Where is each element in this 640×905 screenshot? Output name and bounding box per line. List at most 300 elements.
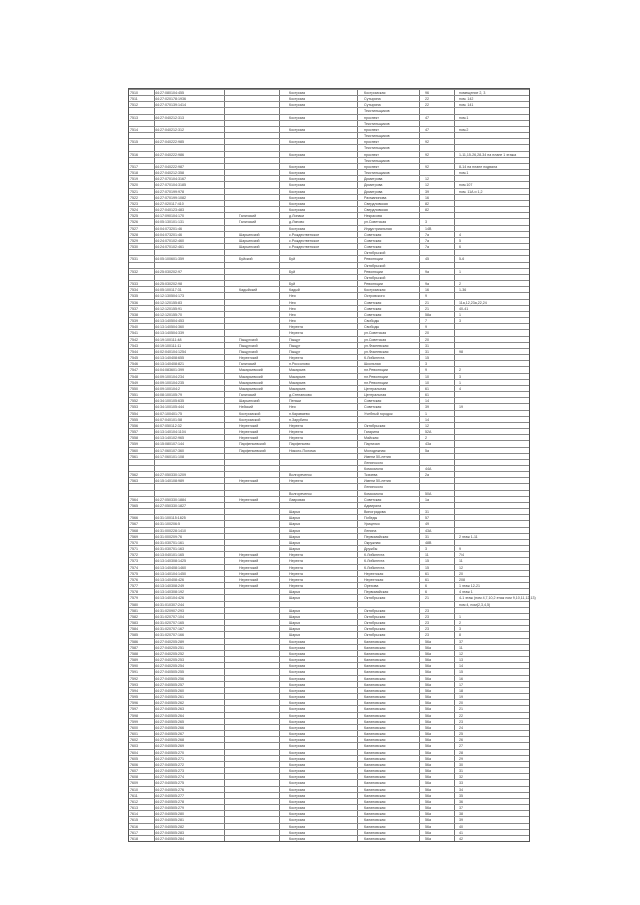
cell-no: 7588 — [130, 651, 138, 656]
cell-house: 49 — [425, 522, 429, 527]
cell-no: 7568 — [130, 528, 138, 533]
table-row — [129, 835, 529, 842]
cell-no: 7578 — [130, 590, 138, 595]
cell-kind: Нерехтский — [239, 559, 259, 564]
cell-cad: 44:27:040505:265 — [155, 719, 184, 724]
cell-note: 4 этаж 1 — [459, 590, 473, 595]
cell-settlement: Макарьев — [289, 386, 306, 391]
cell-no: 7611 — [130, 793, 138, 798]
table-body — [129, 89, 536, 841]
cell-cad: 44:31:100115:1825 — [155, 516, 186, 521]
cell-street: ул.Советская — [364, 331, 387, 336]
cell-settlement: Буй — [289, 269, 296, 274]
cell-street: Комсомола — [364, 467, 383, 471]
cell-cad: 44:12:120155:70 — [155, 312, 182, 317]
cell-settlement: Шарья — [289, 516, 301, 521]
cell-cad: 44:13:140104:426 — [155, 596, 184, 601]
cell-settlement: п.Караваево — [289, 411, 310, 416]
cell-street: Октябрьская — [364, 621, 386, 626]
cell-house: 12 — [425, 423, 429, 428]
cell-cad: 44:27:040505:267 — [155, 732, 184, 737]
cell-no: 7567 — [130, 522, 138, 527]
cell-kind: Костромской — [239, 411, 261, 416]
cell-no: 7539 — [130, 319, 138, 324]
cell-no: 7565 — [130, 503, 138, 508]
cell-cad: 44:27:040505:260 — [155, 688, 184, 693]
cell-kind: Нерехтский — [239, 565, 259, 570]
cell-note: 20 — [459, 701, 463, 706]
cell-street: Революции — [364, 269, 383, 274]
cell-settlement: п.Зарубино — [289, 417, 308, 422]
cell-street: Островского — [364, 294, 385, 299]
cell-cad: 44:04:073201:46 — [155, 226, 182, 231]
cell-settlement: Шарья — [289, 627, 301, 632]
cell-street: Первомайская — [364, 590, 389, 595]
cell-street: проспект — [364, 152, 379, 157]
cell-house: 22 — [425, 103, 429, 108]
cell-no: 7542 — [130, 337, 138, 342]
cell-settlement: Кострома — [289, 738, 306, 743]
cell-no: 7516 — [130, 152, 138, 157]
cell-kind: Нерехтский — [239, 430, 259, 435]
cell-cad: 44:13:140308:249 — [155, 584, 184, 589]
cell-cad: 44:13:140104:1450 — [155, 571, 186, 576]
cell-settlement: Кострома — [289, 756, 306, 761]
cell-note: 15 — [459, 670, 463, 675]
cell-street: Советская — [364, 232, 382, 237]
cell-no: 7511 — [130, 97, 138, 102]
cell-no: 7538 — [130, 312, 138, 317]
cell-settlement: Шарья — [289, 547, 301, 552]
cell-note: 2 — [459, 282, 461, 287]
cell-settlement: Нерехта — [289, 577, 303, 582]
cell-house: 57 — [425, 516, 429, 521]
cell-settlement: Нерехта — [289, 479, 303, 484]
cell-street: Димитрова — [364, 177, 383, 182]
cell-settlement: Кострома — [289, 818, 306, 823]
cell-house: 56а — [425, 812, 431, 817]
cell-settlement: Буй — [289, 257, 296, 262]
cell-no: 7548 — [130, 374, 138, 379]
cell-street: К.Либкнехта — [364, 553, 385, 558]
cell-no: 7609 — [130, 781, 138, 786]
cell-house: 16 — [425, 288, 429, 293]
cell-no: 7584 — [130, 627, 138, 632]
cell-house: 56а — [425, 707, 431, 712]
cell-cad: 44:27:040123:483 — [155, 208, 184, 213]
cell-kind: Макарьевский — [239, 374, 263, 379]
cell-no: 7529 — [130, 238, 138, 243]
cell-cad: 44:27:050330:1827 — [155, 503, 186, 508]
cell-no: 7607 — [130, 769, 138, 774]
cell-settlement: Нея — [289, 294, 296, 299]
cell-settlement: Кострома — [289, 189, 306, 194]
cell-street: Центральная — [364, 393, 387, 398]
cell-no: 7570 — [130, 540, 138, 545]
cell-note: пом.1 — [459, 115, 469, 120]
cell-house: 56а — [425, 639, 431, 644]
cell-street: Текстильщиков — [364, 171, 390, 176]
cell-house: 2а — [425, 473, 429, 478]
cell-no: 7583 — [130, 621, 138, 626]
cell-no: 7596 — [130, 701, 138, 706]
cell-settlement: Кострома — [289, 695, 306, 700]
cell-note: 1-36 — [459, 288, 467, 293]
cell-cad: 44:25:030202:97 — [155, 269, 182, 274]
cell-no: 7582 — [130, 614, 138, 619]
cell-settlement: Кострома — [289, 781, 306, 786]
cell-street: Калиновская — [364, 639, 386, 644]
cell-cad: 44:27:040505:276 — [155, 787, 184, 792]
cell-cad: 44:13:140408:821 — [155, 362, 184, 367]
cell-house: 56а — [425, 793, 431, 798]
cell-kind: Буйский — [239, 257, 253, 262]
cell-note: 12 — [459, 651, 463, 656]
cell-cad: 44:27:040505:283 — [155, 830, 184, 835]
cell-house: 20 — [425, 337, 429, 342]
cell-no: 7575 — [130, 571, 138, 576]
cell-cad: 44:12:130504:173 — [155, 294, 184, 299]
cell-cad: 44:27:040205:253 — [155, 658, 184, 663]
cell-cad: 44:13:140504:339 — [155, 331, 184, 336]
cell-street: ул.Фокеевская — [364, 343, 389, 348]
cell-settlement: Кострома — [289, 793, 306, 798]
cell-note: 39 — [459, 818, 463, 823]
cell-no: 7571 — [130, 547, 138, 552]
cell-settlement: Кострома — [289, 127, 306, 132]
cell-settlement: Кострома — [289, 769, 306, 774]
cell-note: 7/4 — [459, 553, 464, 558]
cell-cad: 44:31:020707:104 — [155, 614, 184, 619]
cell-settlement: Кострома — [289, 775, 306, 780]
cell-no: 7523 — [130, 201, 138, 206]
cell-street: Ленинского — [364, 460, 383, 465]
cell-street: Текстильщиков — [364, 134, 390, 139]
cell-no: 7618 — [130, 836, 138, 841]
cell-house: 56а — [425, 658, 431, 663]
cell-cad: 44:27:040505:270 — [155, 750, 184, 755]
cell-cad: 44:13:140408:426 — [155, 577, 184, 582]
cell-no: 7533 — [130, 282, 138, 287]
cell-cad: 44:09:100104:235 — [155, 380, 184, 385]
cell-house: 31 — [425, 343, 429, 348]
cell-no: 7540 — [130, 325, 138, 330]
cell-cad: 44:12:120155:91 — [155, 306, 182, 311]
cell-note: 13 — [459, 658, 463, 663]
cell-cad: 44:27:020117:410 — [155, 201, 184, 206]
cell-cad: 44:13:140308:192 — [155, 590, 184, 595]
cell-house: 31 — [425, 534, 429, 539]
cell-no: 7592 — [130, 676, 138, 681]
cell-street: Калиновская — [364, 750, 386, 755]
cell-settlement: Буй — [289, 282, 296, 287]
cell-cad: 44:27:040505:277 — [155, 793, 184, 798]
cell-street: Димитрова — [364, 189, 383, 194]
cell-note: 2 — [459, 368, 461, 373]
cell-note: 4 — [459, 386, 461, 391]
cell-settlement: Кострома — [289, 830, 306, 835]
cell-cad: 44:15:080107:144 — [155, 442, 184, 447]
cell-street: Имени 50-летия — [364, 479, 391, 484]
cell-street: Майская — [364, 436, 379, 441]
cell-note: 2 этаж 1-11 — [459, 534, 478, 539]
cell-settlement: Кострома — [289, 787, 306, 792]
cell-house: 3 — [425, 362, 427, 367]
cell-street: Калиновская — [364, 713, 386, 718]
cell-cad: 44:27:070199:978 — [155, 189, 184, 194]
cell-settlement: с.Рождественское — [289, 245, 320, 250]
cell-street: Калиновская — [364, 824, 386, 829]
cell-no: 7521 — [130, 189, 138, 194]
cell-cad: 44:27:040222:987 — [155, 164, 184, 169]
cell-street: Калиновская — [364, 651, 386, 656]
cell-cad: 44:27:040505:261 — [155, 695, 184, 700]
cell-settlement: Кострома — [289, 140, 306, 145]
cell-settlement: Кострома — [289, 676, 306, 681]
cell-street: Калиновская — [364, 812, 386, 817]
cell-street: Октябрьская — [364, 596, 386, 601]
cell-no: 7605 — [130, 756, 138, 761]
cell-no: 7510 — [130, 91, 138, 95]
cell-no: 7512 — [130, 103, 138, 108]
cell-street: Калиновская — [364, 818, 386, 823]
cell-street: Советская — [364, 312, 382, 317]
cell-settlement: Парфеньево — [289, 442, 311, 447]
cell-note: 1 — [459, 269, 461, 274]
cell-street: Имени 50-летия — [364, 454, 391, 459]
cell-cad: 44:27:050330:1884 — [155, 497, 186, 502]
cell-house: 5а — [425, 448, 429, 453]
cell-street: Калиновская — [364, 806, 386, 811]
cell-cad: 44:27:040505:257 — [155, 682, 184, 687]
cell-settlement: Шарья — [289, 590, 301, 595]
cell-no: 7525 — [130, 214, 138, 219]
cell-street: Калиновская — [364, 836, 386, 841]
cell-settlement: Кострома — [289, 806, 306, 811]
cell-no: 7610 — [130, 787, 138, 792]
cell-note: 25 — [459, 732, 463, 737]
cell-cad: 44:27:040505:275 — [155, 781, 184, 786]
cell-settlement: Кострома — [289, 824, 306, 829]
cell-house: 1а — [425, 497, 429, 502]
cell-no: 7515 — [130, 140, 138, 145]
cell-cad: 44:27:040505:266 — [155, 725, 184, 730]
cell-kind: Парфеньевский — [239, 442, 266, 447]
cell-cad: 44:27:040505:262 — [155, 701, 184, 706]
cell-cad: 44:27:070139:1414 — [155, 103, 186, 108]
cell-no: 7520 — [130, 183, 138, 188]
cell-no: 7545 — [130, 356, 138, 361]
cell-street: Виноградова — [364, 510, 386, 515]
cell-no: 7546 — [130, 362, 138, 367]
cell-settlement: Кострома — [289, 639, 306, 644]
cell-settlement: Макарьев — [289, 380, 306, 385]
cell-note: 35 — [459, 793, 463, 798]
cell-settlement: Кострома — [289, 725, 306, 730]
cell-cad: 44:07:050112:32 — [155, 423, 182, 428]
cell-note: 36 — [459, 799, 463, 804]
cell-house: 14 — [425, 417, 429, 422]
cell-house: 16 — [425, 195, 429, 200]
cell-no: 7549 — [130, 380, 138, 385]
cell-kind: Нерехтский — [239, 584, 259, 589]
cell-street: Советская — [364, 238, 382, 243]
cell-street: Советская — [364, 399, 382, 404]
cell-street: Калиновская — [364, 756, 386, 761]
cell-street: Ленинского — [364, 485, 383, 490]
cell-settlement: Шарья — [289, 528, 301, 533]
cell-cad: 44:02:040104:1254 — [155, 349, 186, 354]
cell-kind: Нерехтский — [239, 571, 259, 576]
cell-settlement: Шарья — [289, 510, 301, 515]
cell-note: пом. 142 — [459, 97, 474, 102]
cell-street: Свердловская — [364, 208, 388, 213]
cell-house: 56а — [425, 836, 431, 841]
cell-no: 7564 — [130, 497, 138, 502]
cell-no: 7532 — [130, 269, 138, 274]
cell-house: 96 — [425, 91, 429, 95]
cell-street: Молодежная — [364, 448, 386, 453]
cell-street: Нерехтская — [364, 577, 384, 582]
cell-kind: Кадыйский — [239, 288, 258, 293]
cell-no: 7612 — [130, 799, 138, 804]
cell-settlement: д.Степанково — [289, 393, 312, 398]
cell-cad: 44:19:100111:48 — [155, 337, 182, 342]
cell-cad: 44:07:100401:75 — [155, 411, 182, 416]
cell-settlement: Макарьев — [289, 374, 306, 379]
cell-note: 32 — [459, 775, 463, 780]
cell-house: 56а — [425, 750, 431, 755]
cell-note: 11 — [459, 645, 463, 650]
cell-street: Калиновская — [364, 775, 386, 780]
cell-no: 7526 — [130, 220, 138, 225]
cell-settlement: Нея — [289, 405, 296, 410]
cell-house: 21 — [425, 300, 429, 305]
cell-street: Адмирала — [364, 503, 382, 508]
cell-house: 56а — [425, 713, 431, 718]
cell-house: 92 — [425, 140, 429, 145]
cell-cad: 44:27:070104:3167 — [155, 177, 186, 182]
cell-no: 7606 — [130, 762, 138, 767]
cell-kind: Галичский — [239, 362, 257, 367]
cell-street: Калиновская — [364, 688, 386, 693]
cell-cad: 44:27:040505:271 — [155, 756, 184, 761]
cell-street: Костромская — [364, 288, 386, 293]
cell-house: 56а — [425, 762, 431, 767]
cell-note: 28 — [459, 750, 463, 755]
cell-note: 22 — [459, 713, 463, 718]
cell-street: Калиновская — [364, 725, 386, 730]
cell-no: 7615 — [130, 818, 138, 823]
cell-no: 7577 — [130, 584, 138, 589]
cell-street: Октябрьская — [364, 423, 386, 428]
cell-street: Гагарина — [364, 430, 379, 435]
cell-no: 7601 — [130, 732, 138, 737]
cell-note: 33 — [459, 781, 463, 786]
cell-note: 4-1 этаж (пом 4,7,10,2 этаж пом 9,10,11,12,13) — [459, 596, 536, 601]
cell-cad: 44:27:040205:252 — [155, 651, 184, 656]
cell-cad: 44:04:083601:399 — [155, 368, 184, 373]
cell-settlement: Шарья — [289, 522, 301, 527]
cell-street: Октябрьская — [364, 614, 386, 619]
cell-street: Сутырина — [364, 103, 381, 108]
cell-cad: 44:34:100105:444 — [155, 405, 184, 410]
cell-settlement: Нерехта — [289, 430, 303, 435]
cell-street: проспект — [364, 115, 379, 120]
cell-cad: 44:27:070199:1082 — [155, 195, 186, 200]
cell-house: 6 — [425, 590, 427, 595]
cell-street: Калиновская — [364, 830, 386, 835]
cell-settlement: Кострома — [289, 152, 306, 157]
cell-street: Ткачева — [364, 473, 378, 478]
cell-house: 92 — [425, 152, 429, 157]
cell-house: 56а — [425, 682, 431, 687]
cell-no: 7566 — [130, 516, 138, 521]
cell-settlement: Нерехта — [289, 356, 303, 361]
cell-cad: 44:27:040505:256 — [155, 676, 184, 681]
cell-note: 4 — [459, 232, 461, 237]
cell-kind: Костромской — [239, 417, 261, 422]
cell-cad: 44:31:100206:5 — [155, 522, 180, 527]
cell-no: 7517 — [130, 164, 138, 169]
cell-house: 56а — [425, 744, 431, 749]
cell-house: 61 — [425, 393, 429, 398]
cell-settlement: Кострома — [289, 171, 306, 176]
cell-settlement: Кострома — [289, 208, 306, 213]
cell-cad: 44:27:040222:985 — [155, 140, 184, 145]
cell-settlement: Николо-Полома — [289, 448, 316, 453]
cell-cad: 44:31:030701:161 — [155, 540, 184, 545]
cell-cad: 44:19:100111:11 — [155, 343, 182, 348]
cell-settlement: с.Рождественское — [289, 238, 320, 243]
cell-street: ул.Советская — [364, 220, 387, 225]
cell-house: 44А — [425, 467, 432, 471]
cell-note: пом. 141 — [459, 103, 474, 108]
cell-street: Октябрьской — [364, 263, 386, 268]
cell-no: 7513 — [130, 115, 138, 120]
cell-cad: 44:25:030202:98 — [155, 282, 182, 287]
cell-settlement: Кострома — [289, 719, 306, 724]
cell-cad: 44:27:040212:312 — [155, 127, 184, 132]
cell-cad: 44:09:100104:2 — [155, 386, 180, 391]
cell-house: 47 — [425, 115, 429, 120]
cell-note: 19 — [459, 405, 463, 410]
cell-street: Некрасова — [364, 214, 382, 219]
cell-kind: Нерехтский — [239, 577, 259, 582]
cell-cad: 44:27:070104:3185 — [155, 183, 186, 188]
cell-cad: 44:31:000209:76 — [155, 534, 182, 539]
cell-street: пл.Революции — [364, 380, 388, 385]
cell-cad: 44:04:073201:46 — [155, 232, 182, 237]
cell-kind: Галичский — [239, 214, 257, 219]
cell-settlement: Кострома — [289, 732, 306, 737]
cell-note: 18 — [459, 688, 463, 693]
cell-cad: 44:27:040505:255 — [155, 670, 184, 675]
cell-settlement: Волгореченск — [289, 473, 312, 478]
cell-street: ул.Фокеевская — [364, 349, 389, 354]
cell-note: 27 — [459, 744, 463, 749]
cell-cad: 44:27:040505:263 — [155, 707, 184, 712]
cell-note: 37 — [459, 806, 463, 811]
cell-kind: Нейский — [239, 405, 253, 410]
cell-note: 17 — [459, 682, 463, 687]
cell-house: 11 — [425, 553, 429, 558]
cell-no: 7579 — [130, 596, 138, 601]
cell-settlement: Кострома — [289, 651, 306, 656]
cell-no: 7594 — [130, 688, 138, 693]
cell-kind: Шарьинский — [239, 399, 260, 404]
cell-street: Октябрьская — [364, 633, 386, 638]
